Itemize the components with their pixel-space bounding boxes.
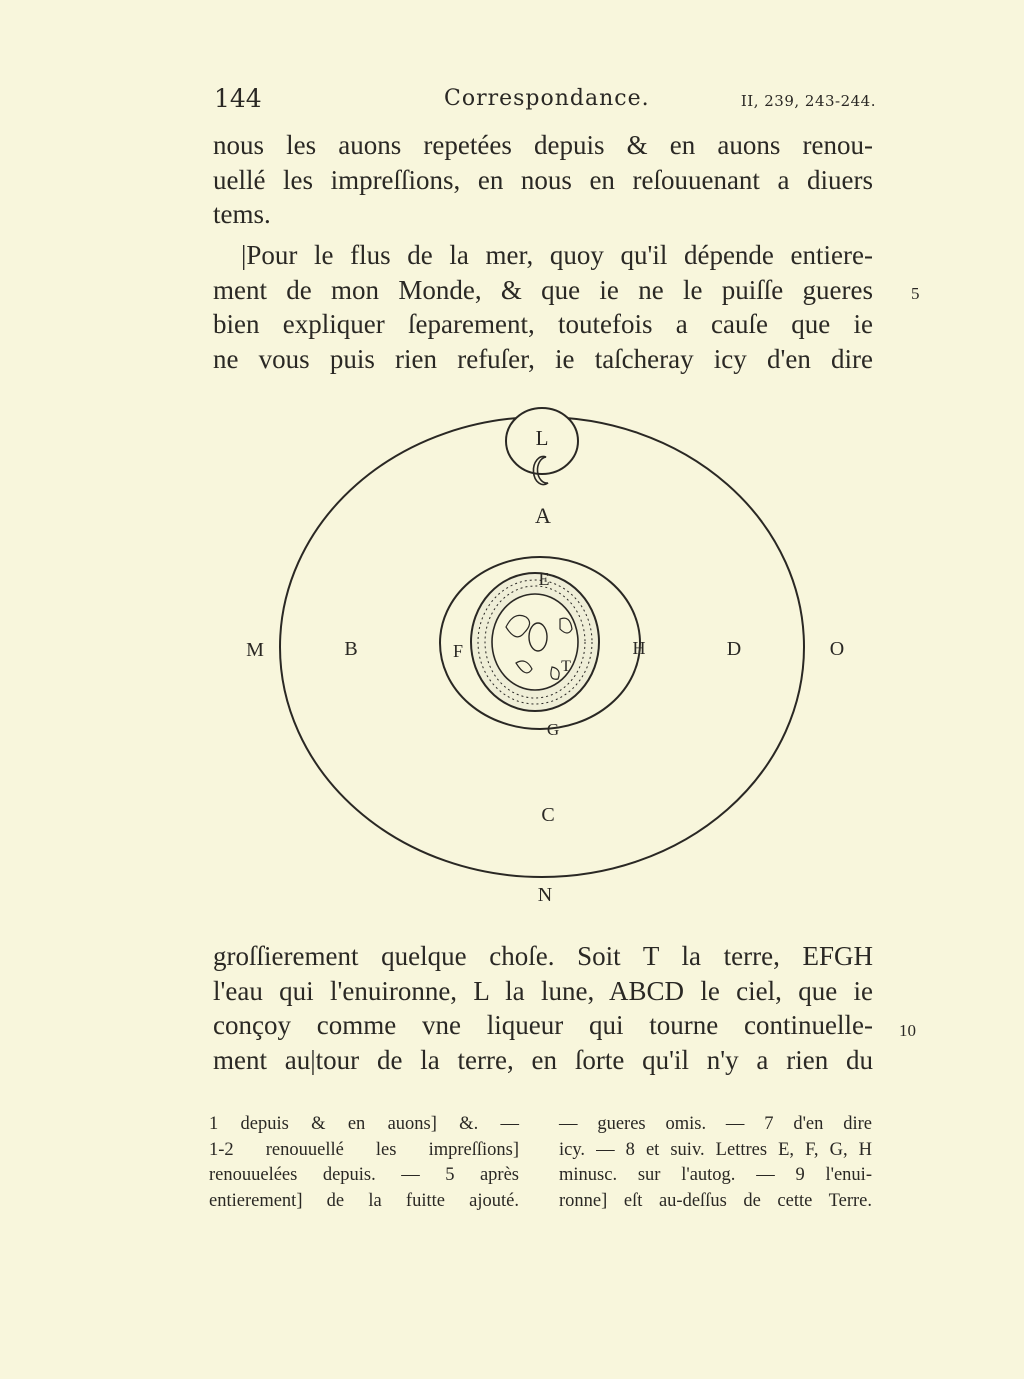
footnotes-right-column: [559, 1112, 872, 1214]
text-line: uellé les impreſſions, en nous en reſouuenant a diuers: [213, 164, 873, 195]
text-line: ne vous puis rien refuſer, ie taſcheray icy d'en dire: [213, 343, 873, 374]
footnote-line: minusc. sur l'autog. — 9 l'enui-: [559, 1165, 872, 1185]
text-line: conçoy comme vne liqueur qui tourne continuelle-: [213, 1010, 873, 1040]
footnote-line: — gueres omis. — 7 d'en dire: [559, 1114, 872, 1134]
running-head: [214, 84, 876, 116]
running-title: Correspondance.: [444, 86, 650, 111]
text-line: ment au|tour de la terre, en ſorte qu'il n'y a rien du: [213, 1044, 873, 1075]
paragraph-tides: [213, 238, 873, 376]
edition-reference: II, 239, 243-244.: [740, 92, 876, 110]
text-line: tems.: [213, 199, 271, 229]
footnote-line: 1-2 renouuellé les impreſſions]: [209, 1139, 519, 1160]
paragraph-after-figure: [213, 939, 873, 1077]
label-b: B: [344, 638, 358, 660]
label-f: F: [452, 641, 464, 661]
text-line: ment de mon Monde, & que ie ne le puiſſe gueres: [213, 274, 873, 305]
footnote-line: entierement] de la fuitte ajouté.: [209, 1190, 519, 1211]
footnote-line: ronne] eſt au-deſſus de cette Terre.: [559, 1190, 872, 1211]
label-d: D: [726, 638, 742, 660]
earth-t: [492, 594, 578, 690]
label-t: T: [561, 658, 571, 675]
text-line: |Pour le flus de la mer, quoy qu'il dépende entiere-: [241, 240, 873, 270]
text-line: groſſierement quelque choſe. Soit T la terre, EFGH: [213, 941, 873, 971]
margin-line-number: 5: [911, 284, 920, 303]
footnote-line: 1 depuis & en auons] &. —: [209, 1114, 519, 1134]
text-line: nous les auons repetées depuis & en auons renou-: [213, 130, 873, 160]
text-line: bien expliquer ſeparement, toutefois a cauſe que ie: [213, 309, 873, 339]
tide-diagram: [230, 405, 870, 915]
paragraph-continuation: [213, 128, 873, 232]
label-g: G: [546, 720, 560, 739]
text-line: l'eau qui l'enuironne, L la lune, ABCD le ciel, que ie: [213, 975, 873, 1006]
page-number: 144: [214, 84, 262, 113]
footnote-line: renouuelées depuis. — 5 après: [209, 1165, 519, 1185]
footnotes-left-column: [209, 1112, 519, 1214]
margin-line-number: 10: [899, 1021, 916, 1040]
label-n: N: [537, 884, 553, 906]
label-o: O: [829, 638, 845, 660]
label-a: A: [535, 503, 551, 528]
label-h: H: [632, 638, 646, 658]
label-c: C: [541, 804, 555, 826]
footnote-line: icy. — 8 et suiv. Lettres E, F, G, H: [559, 1139, 872, 1160]
label-m: M: [246, 639, 264, 661]
label-l: L: [535, 426, 549, 450]
label-e: E: [538, 569, 550, 589]
